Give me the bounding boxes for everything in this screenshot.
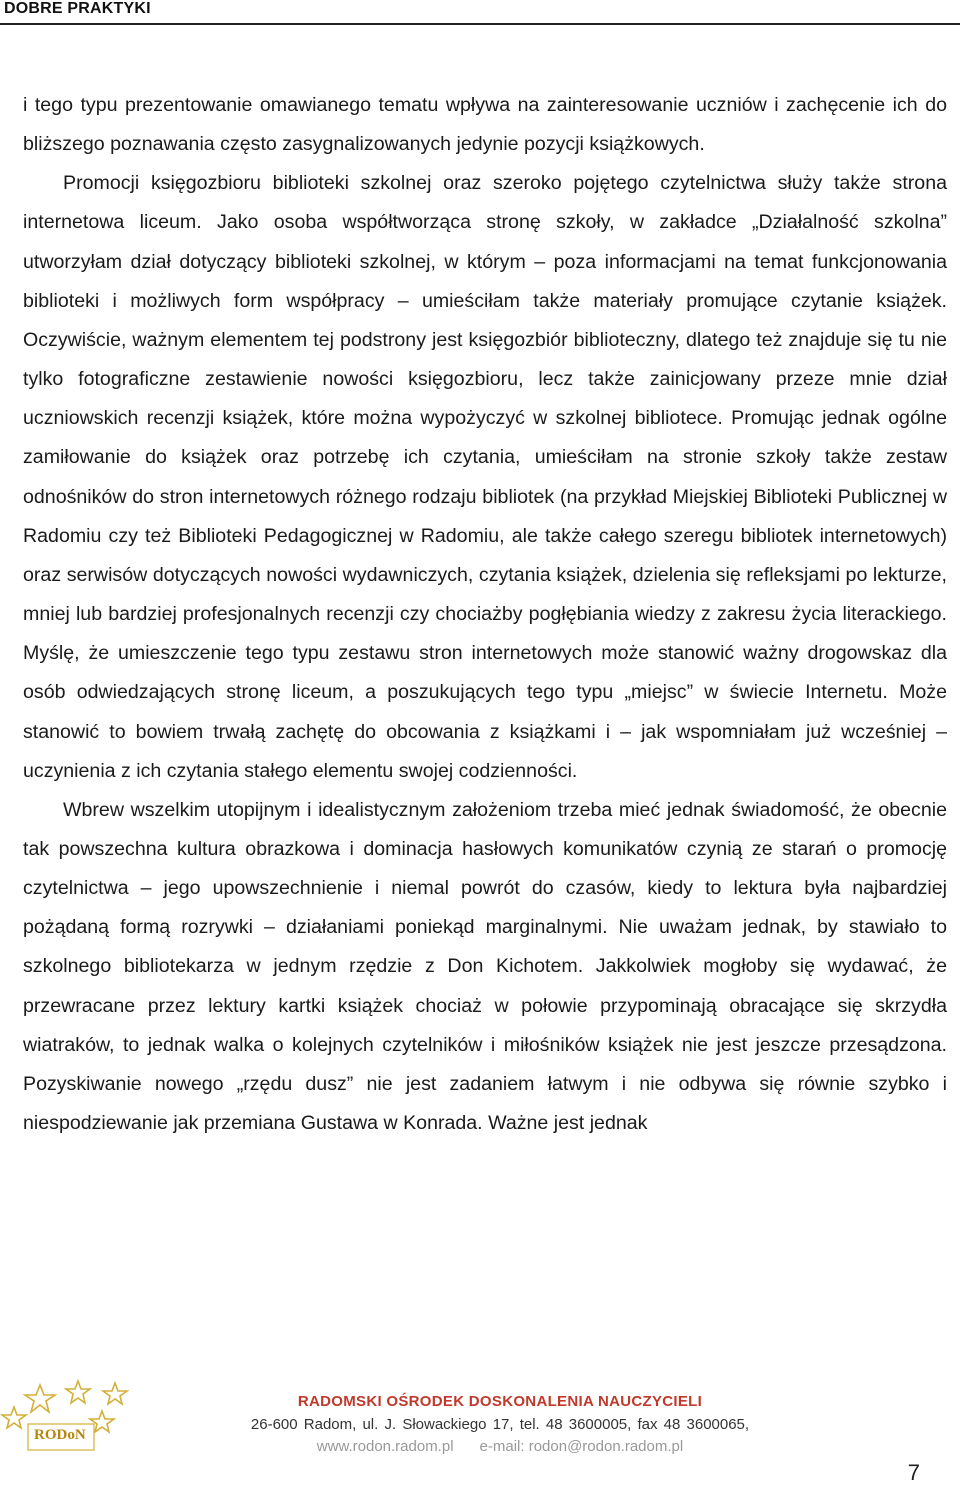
section-title: DOBRE PRAKTYKI bbox=[4, 0, 151, 17]
page-number: 7 bbox=[907, 1460, 920, 1485]
organization-address: 26-600 Radom, ul. J. Słowackiego 17, tel. 48 3600005, fax 48 3600065, bbox=[250, 1416, 750, 1433]
contact-links bbox=[0, 1438, 960, 1455]
organization-name: RADOMSKI OŚRODEK DOSKONALENIA NAUCZYCIELI bbox=[297, 1393, 703, 1410]
paragraph-3: Wbrew wszelkim utopijnym i idealistycznym założeniom trzeba mieć jednak świadomość, że obecnie tak powszechna kultura obrazkowa i dominacja hasłowych komunikatów czynią ze starań o promocję czytelnictwa – jego upowszechnienie i niemal powrót do czasów, kiedy to lektura była najbardziej pożądaną formą rozrywki – działaniami poniekąd marginalnymi. Nie uważam jednak, by stawiało to szkolnego bibliotekarza w jednym rzędzie z Don Kichotem. Jakkolwiek mogłoby się wydawać, że przewracane przez lektury kartki książek chociaż w połowie przypominają obracające się skrzydła wiatraków, to jednak walka o kolejnych czytelników i miłośników książek nie jest jeszcze przesądzona. Pozyskiwanie nowego „rzędu dusz” nie jest zadaniem łatwym i nie odbywa się równie szybko i niespodziewanie jak przemiana Gustawa w Konrada. Ważne jest jednak bbox=[23, 798, 947, 1135]
article-body bbox=[23, 86, 947, 1143]
logo-text: RODoN bbox=[34, 1427, 86, 1443]
page-footer bbox=[0, 1375, 960, 1485]
header-divider bbox=[0, 23, 960, 25]
paragraph-1: i tego typu prezentowanie omawianego tematu wpływa na zainteresowanie uczniów i zachęcenie ich do bliższego poznawania często zasygnalizowanych jedynie pozycji książkowych. bbox=[23, 94, 947, 156]
paragraph-2: Promocji księgozbioru biblioteki szkolnej oraz szeroko pojętego czytelnictwa służy także strona internetowa liceum. Jako osoba współtworząca stronę szkoły, w zakładce „Działalność szkolna” utworzyłam dział dotyczący biblioteki szkolnej, w którym – poza informacjami na temat funkcjonowania biblioteki i możliwych form współpracy – umieściłam także materiały promujące czytanie książek. Oczywiście, ważnym elementem tej podstrony jest księgozbiór biblioteczny, dlatego też znajduje się tu nie tylko fotograficzne zestawienie nowości księgozbioru, lecz także zainicjowany przeze mnie dział uczniowskich recenzji książek, które można wypożyczyć w szkolnej bibliotece. Promując jednak ogólne zamiłowanie do książek oraz potrzebę ich czytania, umieściłam na stronie szkoły także zestaw odnośników do stron internetowych różnego rodzaju bibliotek (na przykład Miejskiej Biblioteki Publicznej w Radomiu czy też Biblioteki Pedagogicznej w Radomiu, ale także całego szeregu bibliotek internetowych) oraz serwisów dotyczących nowości wydawniczych, czytania książek, dzielenia się refleksjami po lekturze, mniej lub bardziej profesjonalnych recenzji czy chociażby pogłębiania wiedzy z zakresu życia literackiego. Myślę, że umieszczenie tego typu zestawu stron internetowych może stanowić ważny drogowskaz dla osób odwiedzających stronę liceum, a poszukujących tego typu „miejsc” w świecie Internetu. Może stanowić to bowiem trwałą zachętę do obcowania z książkami i – jak wspomniałam już wcześniej – uczynienia z ich czytania stałego elementu swojej codzienności. bbox=[23, 172, 947, 782]
page-header bbox=[0, 0, 960, 26]
website-link[interactable]: www.rodon.radom.pl bbox=[316, 1438, 454, 1455]
email-link[interactable]: e-mail: rodon@rodon.radom.pl bbox=[479, 1438, 684, 1455]
